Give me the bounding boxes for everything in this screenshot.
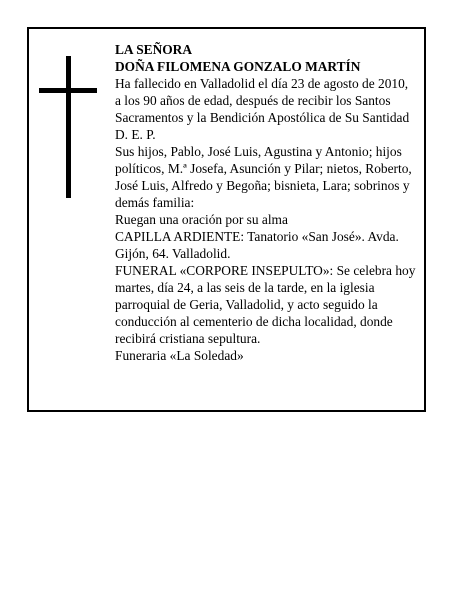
deceased-name: DOÑA FILOMENA GONZALO MARTÍN: [115, 59, 361, 74]
chapel-info-line: Gijón, 64. Valladolid.: [115, 246, 231, 261]
death-announcement-line: Ha fallecido en Valladolid el día 23 de agosto de 2010,: [115, 76, 409, 91]
cross-horizontal-bar: [39, 88, 97, 93]
obituary-notice: [27, 27, 426, 412]
cross-vertical-bar: [66, 56, 71, 198]
death-announcement-line: a los 90 años de edad, después de recibir los Santos: [115, 93, 391, 108]
notice-heading-title: LA SEÑORA: [115, 42, 193, 57]
funeral-info-line: conducción al cementerio de dicha localidad, donde: [115, 314, 393, 329]
notice-text: [115, 41, 427, 364]
funeral-info-line: recibirá cristiana sepultura.: [115, 331, 261, 346]
family-list-line: políticos, M.ª Josefa, Asunción y Pilar; nietos, Roberto,: [115, 161, 412, 176]
chapel-info-line: CAPILLA ARDIENTE: Tanatorio «San José». Avda.: [115, 229, 399, 244]
family-list-line: demás familia:: [115, 195, 195, 210]
family-list-line: Sus hijos, Pablo, José Luis, Agustina y Antonio; hijos: [115, 144, 402, 159]
funeral-info-line: martes, día 24, a las seis de la tarde, en la iglesia: [115, 280, 375, 295]
cross-icon: [39, 56, 99, 198]
death-announcement-line: Sacramentos y la Bendición Apostólica de Su Santidad: [115, 110, 410, 125]
death-announcement-line: D. E. P.: [115, 127, 156, 142]
funeral-info-line: FUNERAL «CORPORE INSEPULTO»: Se celebra hoy: [115, 263, 416, 278]
funeral-home-line: Funeraria «La Soledad»: [115, 348, 244, 363]
family-list-line: José Luis, Alfredo y Begoña; bisnieta, Lara; sobrinos y: [115, 178, 410, 193]
funeral-info-line: parroquial de Geria, Valladolid, y acto seguido la: [115, 297, 378, 312]
prayer-request-line: Ruegan una oración por su alma: [115, 212, 288, 227]
